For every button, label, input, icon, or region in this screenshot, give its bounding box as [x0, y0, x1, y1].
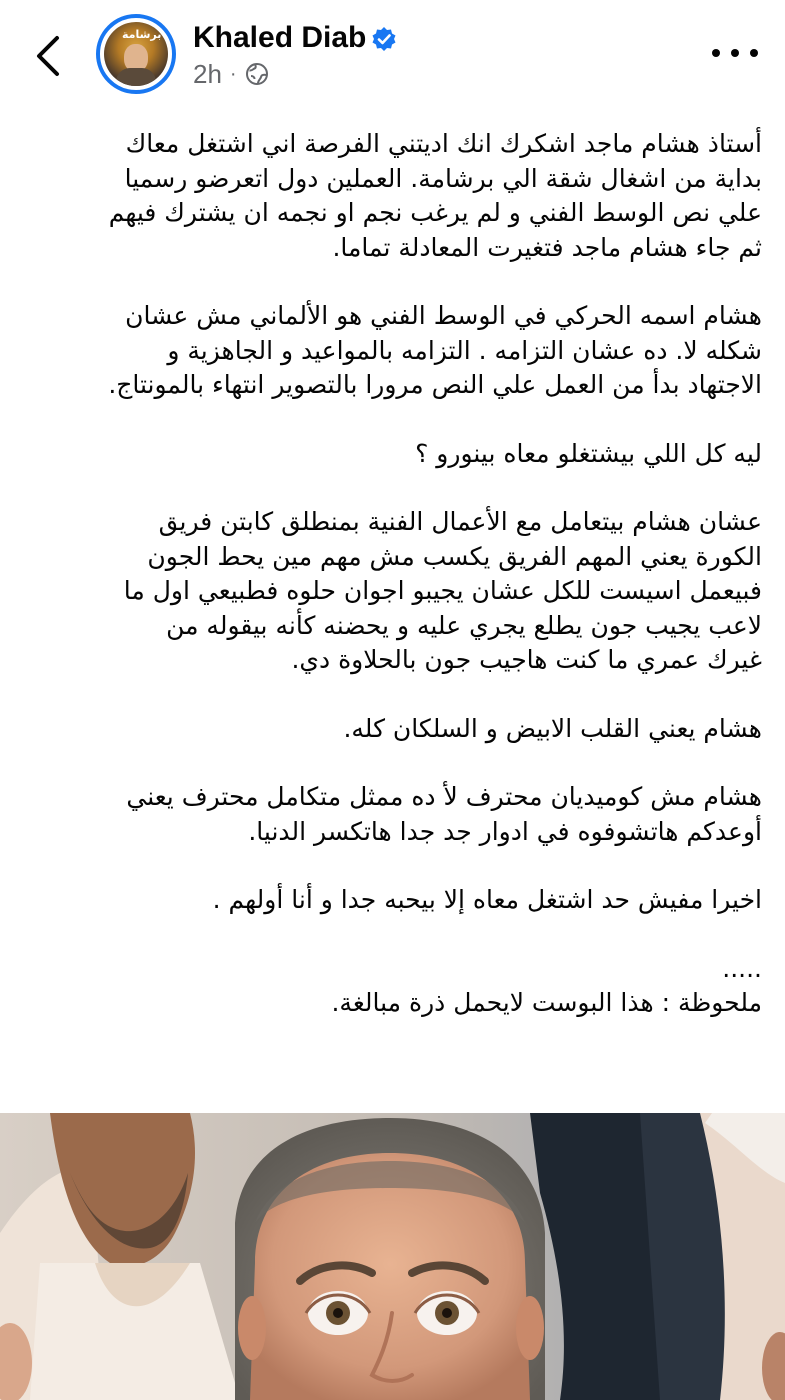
post-line: هشام يعني القلب الابيض و السلكان كله. — [343, 713, 762, 743]
post-paragraph — [40, 437, 762, 472]
more-options-button[interactable] — [712, 38, 758, 68]
post-body — [40, 127, 762, 1021]
post-line: اخيرا مفيش حد اشتغل معاه إلا بيحبه جدا و أنا أولهم . — [212, 885, 762, 914]
post-header — [0, 0, 785, 112]
meta-separator: · — [229, 62, 237, 85]
avatar-label: برشامة — [122, 28, 162, 41]
post-image[interactable] — [0, 1113, 785, 1400]
post-paragraph — [40, 127, 762, 265]
post-line: شكله لا. ده عشان التزامه . التزامه بالمواعيد و الجاهزية و — [167, 335, 762, 365]
post-paragraph — [40, 883, 762, 918]
more-dot — [750, 49, 758, 57]
post-image-illustration — [0, 1113, 785, 1400]
post-line: أوعدكم هاتشوفوه في ادوار جد جدا هاتكسر الدنيا. — [248, 816, 762, 846]
post-paragraph — [40, 780, 762, 849]
post-line: عشان هشام بيتعامل مع الأعمال الفنية بمنطلق كابتن فريق — [158, 507, 762, 536]
post-paragraph — [40, 952, 762, 1021]
author-name[interactable]: Khaled Diab — [193, 21, 367, 54]
avatar-image — [104, 22, 168, 86]
post-paragraph — [40, 299, 762, 403]
post-note: ملحوظة : هذا البوست لايحمل ذرة مبالغة. — [331, 988, 762, 1017]
globe-icon[interactable] — [245, 62, 269, 86]
post-line: أستاذ هشام ماجد اشكرك انك اديتني الفرصة اني اشتغل معاك — [125, 129, 762, 158]
post-line: بداية من اشغال شقة الي برشامة. العملين دول اتعرضو رسميا — [124, 163, 762, 193]
post-line: هشام اسمه الحركي في الوسط الفني هو الألماني مش عشان — [125, 301, 762, 330]
post-line: ثم جاء هشام ماجد فتغيرت المعادلة تماما. — [332, 232, 762, 262]
post-dots: ..... — [722, 953, 762, 983]
post-timestamp[interactable]: 2h — [193, 58, 222, 89]
post-line: علي نص الوسط الفني و لم يرغب نجم او نجمه ان يشترك فيهم — [108, 198, 762, 227]
post-line: فبيعمل اسيست للكل عشان يجيبو اجوان حلوه فطبيعي اول ما — [123, 576, 762, 605]
post-line: غيرك عمري ما كنت هاجيب جون بالحلاوة دي. — [291, 645, 762, 674]
more-dot — [712, 49, 720, 57]
post-paragraph — [40, 505, 762, 678]
verified-badge-icon — [371, 26, 397, 52]
post-line: هشام مش كوميديان محترف لأ ده ممثل متكامل محترف يعني — [126, 782, 762, 811]
more-dot — [731, 49, 739, 57]
post-line: لاعب يجيب جون يطلع يجري عليه و يحضنه كأنه بيقوله من — [166, 610, 762, 640]
post-meta — [193, 58, 269, 90]
post-line: الكورة يعني المهم الفريق يكسب مش مهم مين يحط الجون — [147, 541, 762, 571]
post-line: الاجتهاد بدأ من العمل علي النص مرورا بالتصوير انتهاء بالمونتاج. — [108, 370, 762, 399]
avatar[interactable] — [96, 14, 176, 94]
avatar-body — [116, 68, 156, 86]
chevron-left-icon — [35, 34, 61, 78]
post-paragraph — [40, 712, 762, 747]
back-button[interactable] — [26, 28, 70, 84]
post-line: ليه كل اللي بيشتغلو معاه بينورو ؟ — [415, 438, 762, 468]
